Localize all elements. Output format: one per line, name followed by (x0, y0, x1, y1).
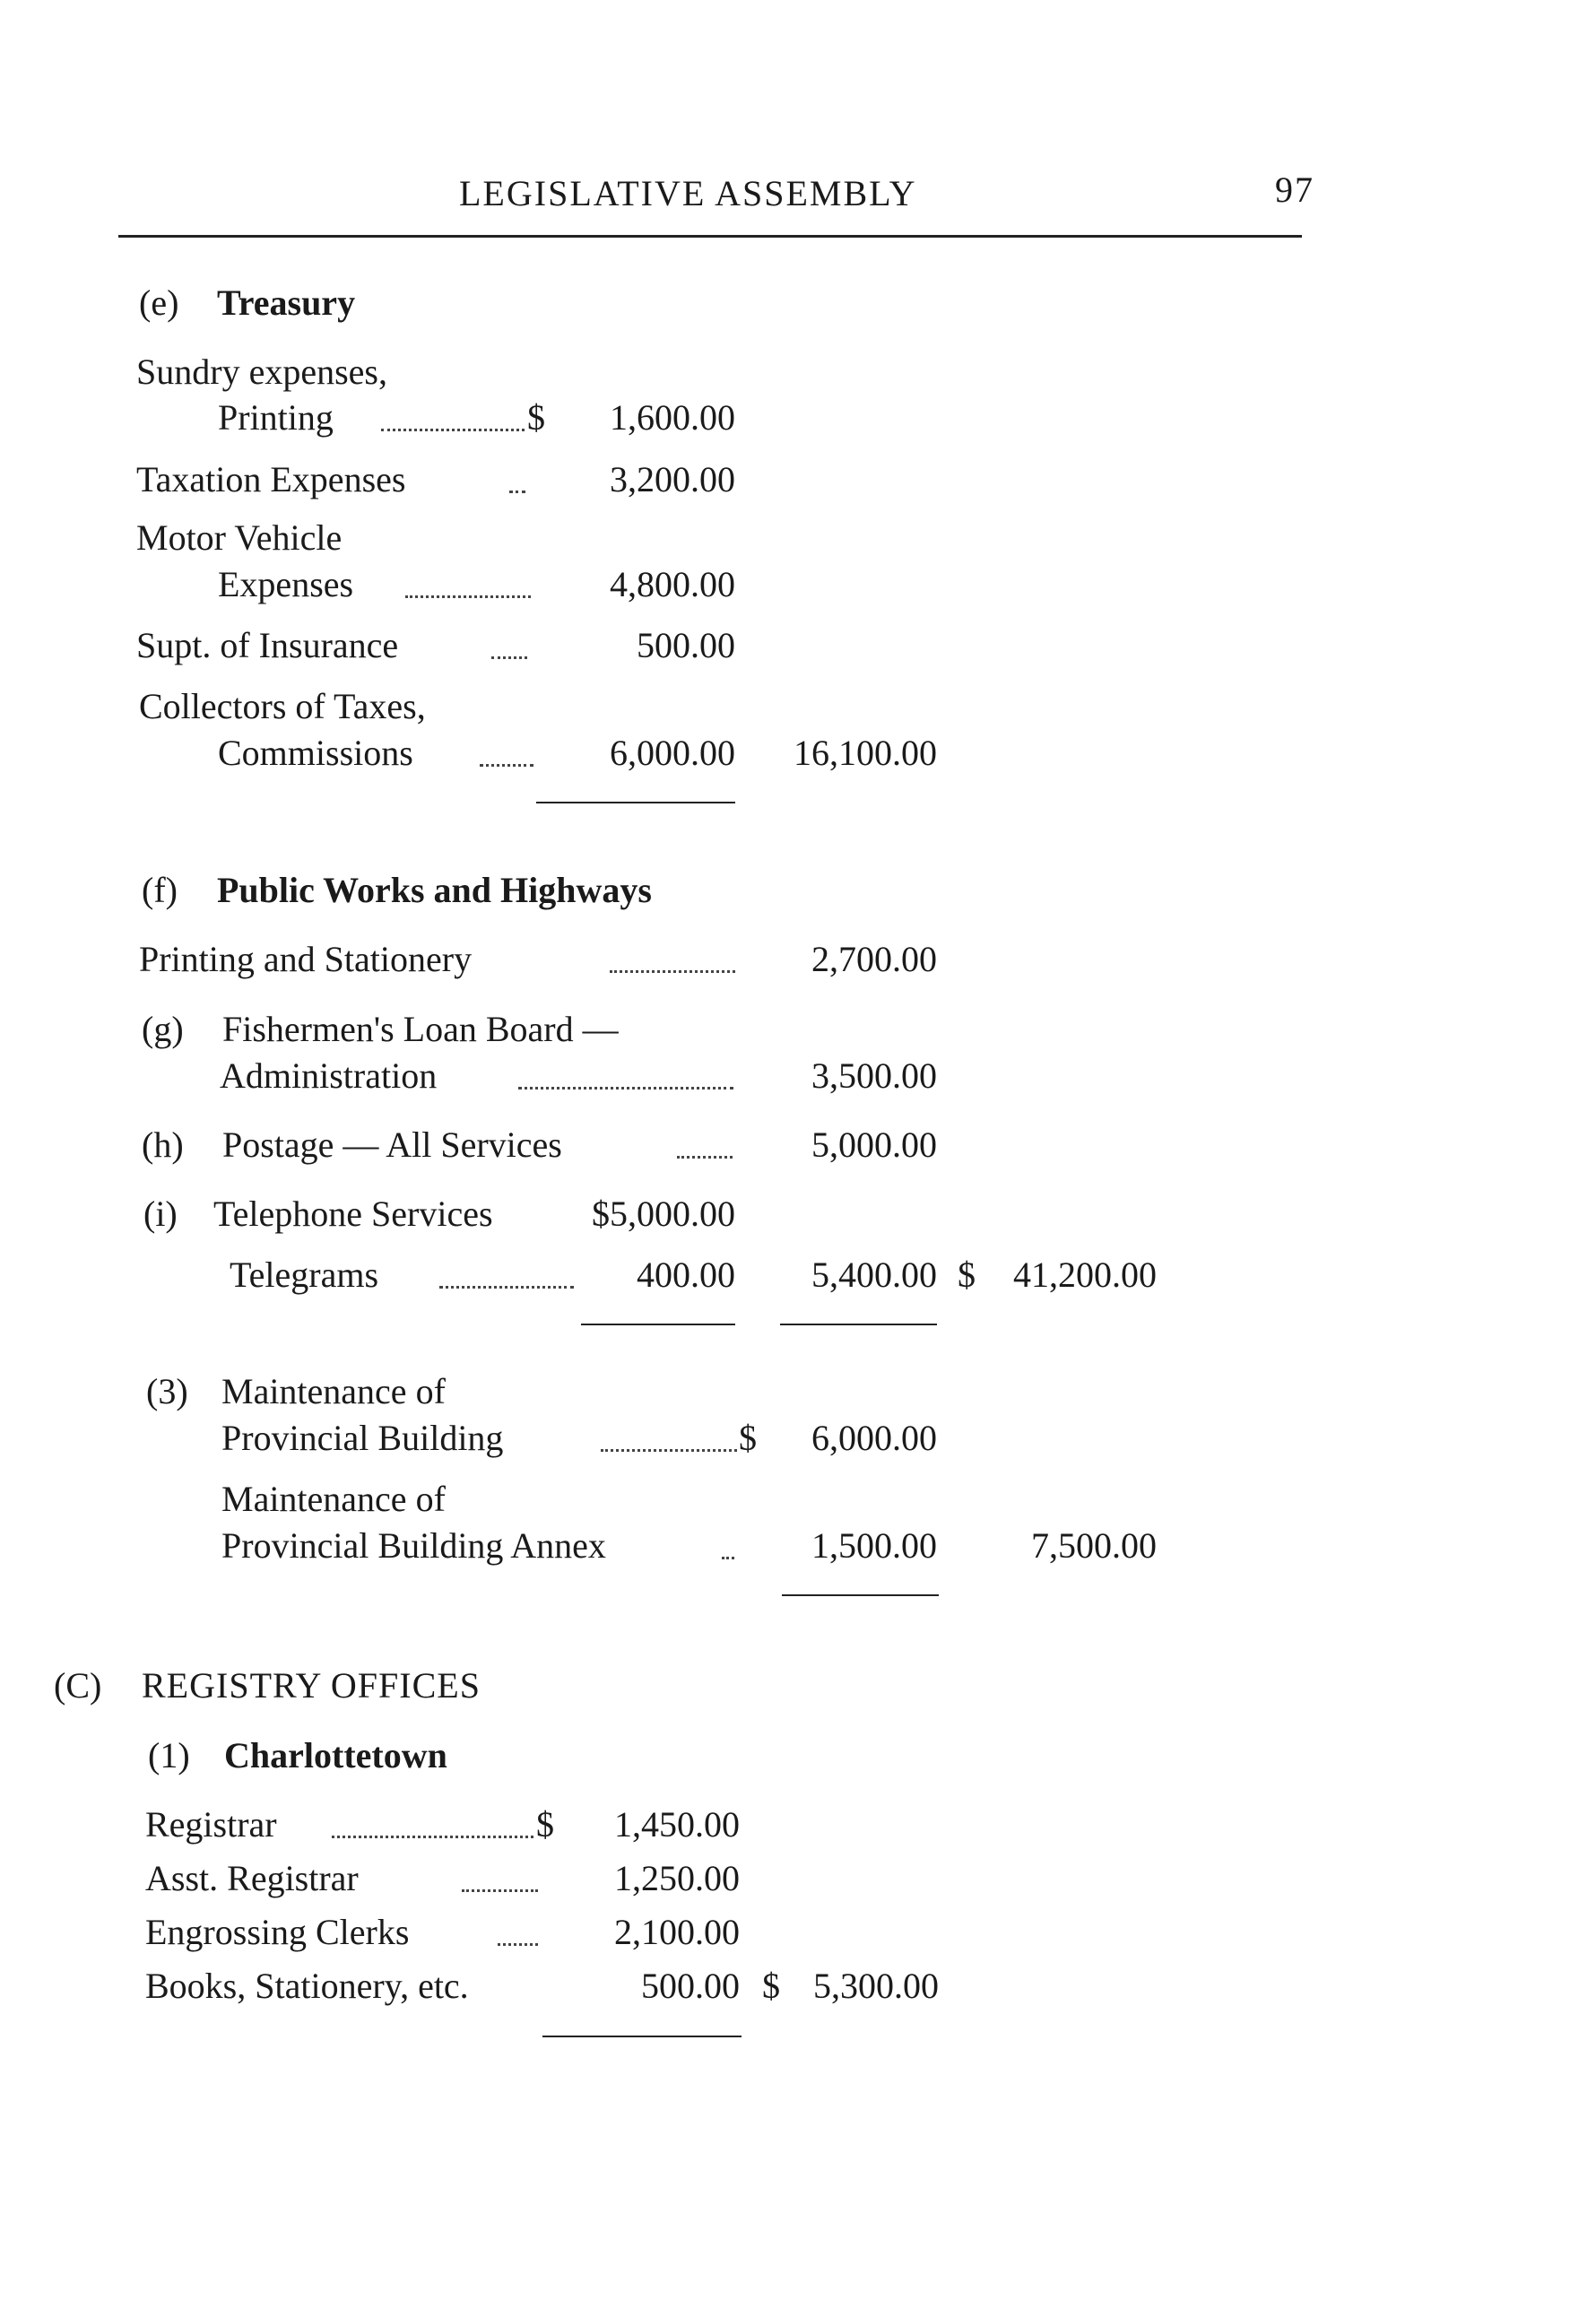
leader-dots (677, 1156, 733, 1159)
treasury-insurance-amount: 500.00 (637, 625, 735, 665)
treasury-collectors-label2: Commissions (218, 733, 413, 773)
maint-total: 7,500.00 (1031, 1525, 1157, 1566)
page-header-title: LEGISLATIVE ASSEMBLY (459, 173, 917, 213)
maint-building-label1: Maintenance of (221, 1371, 446, 1411)
pw-fishermen-marker: (g) (142, 1009, 184, 1049)
pw-telegrams-inner-amount: 400.00 (637, 1254, 735, 1295)
treasury-motor-label1: Motor Vehicle (136, 517, 343, 558)
leader-dots (509, 491, 525, 493)
maintenance-marker: (3) (146, 1371, 188, 1411)
public-works-marker: (f) (142, 870, 178, 910)
treasury-sundry-amount: 1,600.00 (610, 397, 735, 438)
leader-dots (518, 1087, 733, 1090)
pw-printing-label: Printing and Stationery (139, 939, 473, 979)
treasury-sum-rule (536, 802, 735, 803)
maint-building-dollar: $ (739, 1418, 757, 1458)
treasury-collectors-amount: 6,000.00 (610, 733, 735, 773)
leader-dots (498, 1943, 538, 1946)
registry-books-amount: 500.00 (641, 1966, 740, 2006)
header-rule (118, 235, 1302, 238)
page-number: 97 (1275, 169, 1314, 210)
treasury-collectors-label1: Collectors of Taxes, (139, 686, 426, 726)
pw-telephone-amount: $5,000.00 (592, 1194, 735, 1234)
registry-sub-marker: (1) (148, 1735, 190, 1775)
registry-sub-heading: Charlottetown (224, 1735, 447, 1775)
treasury-sundry-dollar: $ (527, 397, 545, 438)
public-works-heading: Public Works and Highways (217, 870, 652, 910)
registry-marker: (C) (54, 1665, 102, 1706)
registry-registrar-amount: 1,450.00 (614, 1804, 740, 1845)
leader-dots (601, 1449, 737, 1452)
pw-fishermen-label2: Administration (220, 1055, 438, 1096)
registry-sum-rule (542, 2036, 742, 2037)
leader-dots (462, 1889, 538, 1892)
pw-total: 41,200.00 (1013, 1254, 1157, 1295)
registry-asst-amount: 1,250.00 (614, 1858, 740, 1898)
leader-dots (722, 1557, 734, 1559)
pw-telephone-label: Telephone Services (213, 1194, 493, 1234)
maint-building-label2: Provincial Building (221, 1418, 504, 1458)
treasury-subtotal: 16,100.00 (794, 733, 937, 773)
maint-annex-label1: Maintenance of (221, 1479, 446, 1519)
registry-heading: REGISTRY OFFICES (142, 1665, 481, 1706)
treasury-taxation-amount: 3,200.00 (610, 459, 735, 499)
pw-telegrams-label: Telegrams (230, 1254, 379, 1295)
pw-postage-amount: 5,000.00 (811, 1124, 937, 1165)
registry-total-dollar: $ (762, 1966, 780, 2006)
leader-dots (610, 970, 735, 973)
treasury-taxation-label: Taxation Expenses (136, 459, 406, 499)
treasury-motor-amount: 4,800.00 (610, 564, 735, 604)
pw-fishermen-amount: 3,500.00 (811, 1055, 937, 1096)
treasury-heading: Treasury (217, 282, 356, 323)
leader-dots (381, 429, 525, 431)
maint-annex-amount: 1,500.00 (811, 1525, 937, 1566)
pw-printing-amount: 2,700.00 (811, 939, 937, 979)
pw-inner-sum-rule (581, 1324, 735, 1325)
leader-dots (439, 1286, 574, 1289)
treasury-sundry-label2: Printing (218, 397, 334, 438)
registry-engrossing-label: Engrossing Clerks (145, 1912, 410, 1952)
leader-dots (332, 1836, 533, 1838)
pw-fishermen-label1: Fishermen's Loan Board — (222, 1009, 619, 1049)
pw-postage-marker: (h) (142, 1124, 184, 1165)
registry-books-label: Books, Stationery, etc. (145, 1966, 469, 2006)
maint-building-amount: 6,000.00 (811, 1418, 937, 1458)
maint-annex-label2: Provincial Building Annex (221, 1525, 606, 1566)
leader-dots (491, 656, 527, 659)
treasury-sundry-label1: Sundry expenses, (136, 352, 387, 392)
pw-postage-label: Postage — All Services (222, 1124, 562, 1165)
pw-total-dollar: $ (958, 1254, 976, 1295)
registry-asst-label: Asst. Registrar (145, 1858, 359, 1898)
registry-engrossing-amount: 2,100.00 (614, 1912, 740, 1952)
treasury-motor-label2: Expenses (218, 564, 354, 604)
leader-dots (405, 595, 531, 598)
leader-dots (480, 764, 533, 767)
pw-sum-rule (780, 1324, 937, 1325)
pw-telephone-marker: (i) (143, 1194, 178, 1234)
maint-sum-rule (782, 1594, 939, 1596)
pw-telegrams-amount: 5,400.00 (811, 1254, 937, 1295)
treasury-marker: (e) (139, 282, 179, 323)
registry-registrar-dollar: $ (536, 1804, 554, 1845)
treasury-insurance-label: Supt. of Insurance (136, 625, 399, 665)
registry-total: 5,300.00 (813, 1966, 939, 2006)
registry-registrar-label: Registrar (145, 1804, 277, 1845)
